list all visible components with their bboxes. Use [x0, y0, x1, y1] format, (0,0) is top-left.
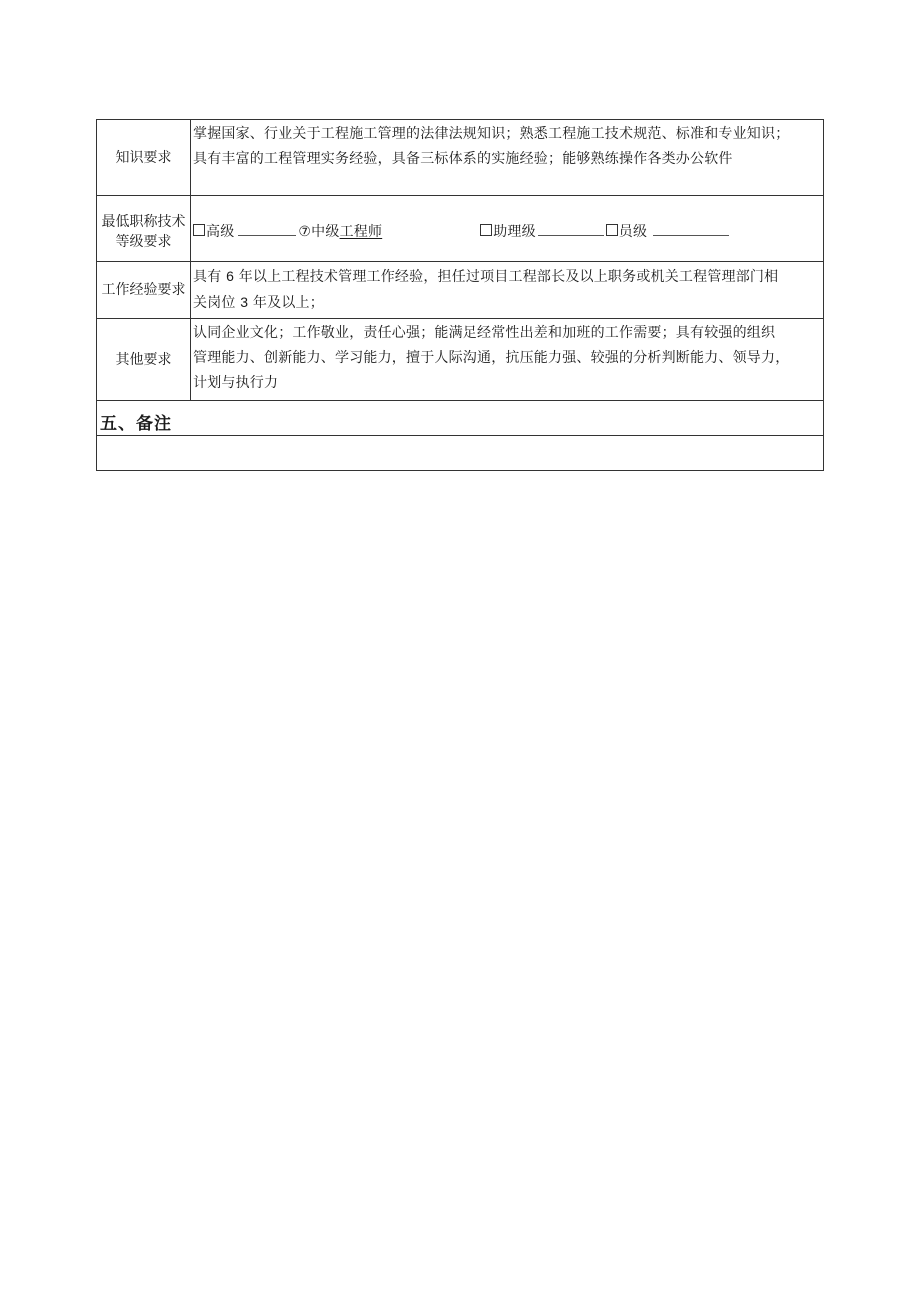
other-content [191, 319, 824, 401]
assistant-checkbox[interactable] [480, 224, 492, 236]
middle-selected-mark: ⑦ [298, 224, 312, 240]
staff-checkbox[interactable] [606, 224, 618, 236]
assistant-option[interactable] [480, 220, 604, 245]
other-line-2: 管理能力、创新能力、学习能力，擅于人际沟通，抗压能力强、较强的分析判断能力、领导力， [193, 350, 790, 366]
senior-option[interactable] [193, 220, 296, 245]
title-level-label-line-2: 等级要求 [115, 233, 172, 250]
senior-label: 高级 [206, 224, 235, 240]
remarks-content-row [97, 436, 824, 471]
knowledge-line-2: 具有丰富的工程管理实务经验，具备三标体系的实施经验；能够熟练操作各类办公软件 [193, 151, 733, 167]
other-line-3: 计划与执行力 [193, 375, 279, 391]
knowledge-line-1: 掌握国家、行业关于工程施工管理的法律法规知识；熟悉工程施工技术规范、标准和专业知识； [193, 126, 790, 142]
job-requirements-table [96, 119, 824, 471]
experience-line-2: 关岗位 3 年及以上； [193, 294, 324, 311]
experience-line-1: 具有 6 年以上工程技术管理工作经验，担任过项目工程部长及以上职务或机关工程管理部门相 [193, 268, 779, 285]
experience-content [191, 262, 824, 319]
experience-row [97, 262, 824, 319]
staff-option[interactable] [606, 220, 729, 245]
knowledge-label: 知识要求 [97, 120, 191, 196]
middle-option[interactable] [298, 220, 382, 245]
knowledge-row [97, 120, 824, 196]
knowledge-content [191, 120, 824, 196]
assistant-blank-line [538, 221, 604, 236]
senior-checkbox[interactable] [193, 224, 205, 236]
title-level-label-line-1: 最低职称技术 [101, 213, 186, 230]
remarks-content[interactable] [97, 436, 824, 471]
senior-blank-line [238, 221, 296, 236]
title-level-options [191, 196, 824, 262]
middle-value: 工程师 [339, 224, 383, 240]
staff-label: 员级 [618, 224, 648, 240]
title-level-label [97, 196, 191, 262]
assistant-label: 助理级 [493, 224, 536, 240]
other-line-1: 认同企业文化；工作敬业，责任心强；能满足经常性出差和加班的工作需要；具有较强的组织 [193, 325, 776, 341]
staff-blank-line [653, 221, 729, 236]
remarks-heading-row [97, 401, 824, 436]
middle-label: 中级 [311, 224, 340, 240]
other-label: 其他要求 [97, 319, 191, 401]
experience-label: 工作经验要求 [97, 262, 191, 319]
title-level-row [97, 196, 824, 262]
remarks-section-title: 五、备注 [97, 401, 824, 436]
other-row [97, 319, 824, 401]
